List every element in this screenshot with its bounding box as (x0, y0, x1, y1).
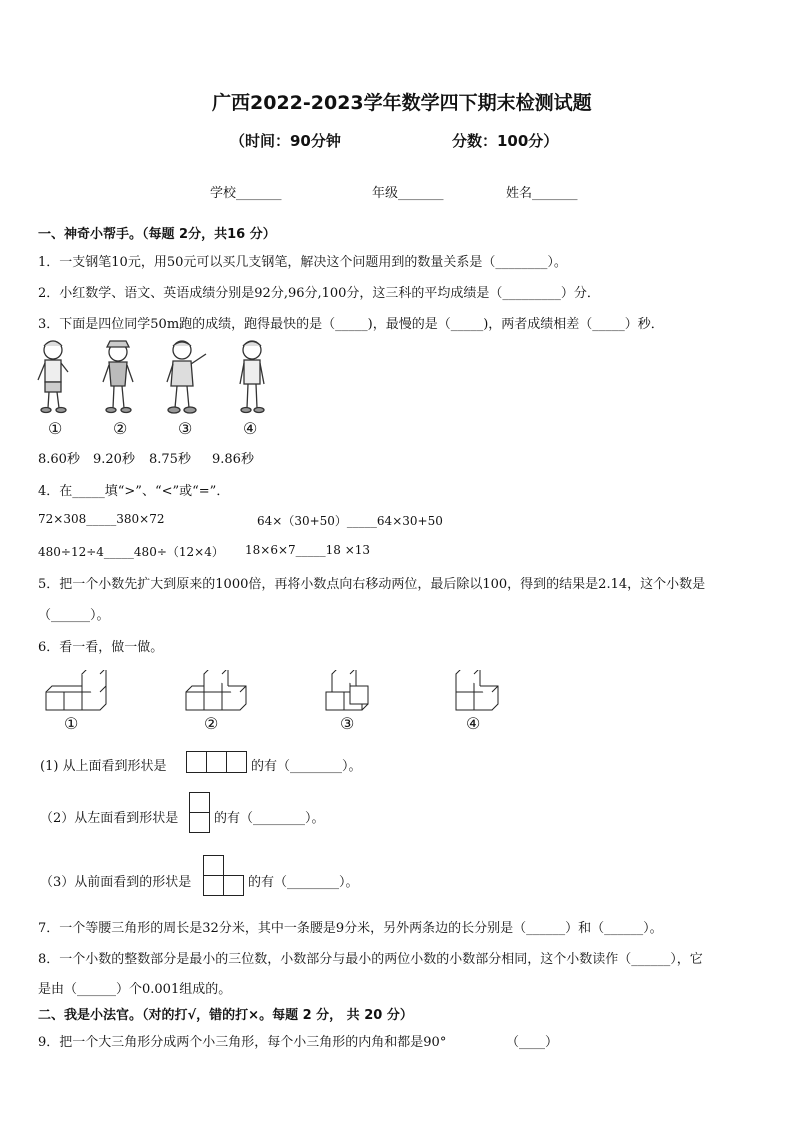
cube-solids-illustration (40, 670, 510, 720)
shape-front-cell (223, 875, 244, 896)
runner-label: ③ (178, 419, 193, 438)
runner-time: 8.75秒 (149, 452, 191, 467)
shape-front-cell (203, 855, 224, 876)
question-6-3-text: （3）从前面看到的形状是 (40, 875, 192, 890)
question-5: 5．把一个小数先扩大到原来的1000倍，再将小数点向右移动两位，最后除以100，得到的结果是2.14，这个小数是 (38, 577, 706, 592)
solid-label: ① (64, 714, 79, 733)
question-3: 3．下面是四位同学50m跑的成绩，跑得最快的是（_____)，最慢的是（_____)，两者成绩相差（_____）秒． (38, 317, 664, 332)
question-4a: 72×308_____380×72 (38, 512, 165, 526)
runner-4-figure (240, 341, 264, 413)
question-1: 1．一支钢笔10元，用50元可以买几支钢笔，解决这个问题用到的数量关系是（________）。 (38, 255, 567, 270)
exam-score: 分数：100分） (452, 132, 559, 150)
solid-label: ② (204, 714, 219, 733)
name-field: 姓名_______ (506, 186, 578, 201)
shape-column-cell (189, 792, 210, 813)
section1-heading: 一、神奇小帮手。（每题 2分，共16 分） (38, 227, 276, 242)
question-6-2-text: （2）从左面看到形状是 (40, 811, 179, 826)
runner-label: ① (48, 419, 63, 438)
question-9-blank: （____） (506, 1035, 559, 1050)
school-field: 学校_______ (210, 186, 282, 201)
runners-illustration (30, 336, 290, 418)
question-6-3-blank: 的有（________）。 (248, 875, 359, 890)
question-9: 9．把一个大三角形分成两个小三角形，每个小三角形的内角和都是90° (38, 1035, 447, 1050)
question-7: 7．一个等腰三角形的周长是32分米，其中一条腰是9分米，另外两条边的长分别是（______）和（______）。 (38, 921, 663, 936)
question-4: 4．在_____填“>”、“<”或“=”． (38, 484, 230, 499)
question-4c: 480÷12÷4_____480÷（12×4） (38, 545, 224, 559)
question-8-cont: 是由（______）个0.001组成的。 (38, 982, 232, 997)
runner-1-figure (38, 341, 68, 413)
solid-4-figure (456, 670, 498, 710)
solid-1-figure (46, 670, 106, 710)
question-4d: 18×6×7_____18 ×13 (245, 543, 371, 557)
exam-time: （时间：90分钟 (230, 132, 341, 150)
solid-3-figure (326, 670, 368, 710)
question-2: 2．小红数学、语文、英语成绩分别是92分,96分,100分，这三科的平均成绩是（_________）分． (38, 286, 600, 301)
solid-2-figure (186, 670, 246, 710)
question-4b: 64×（30+50）_____64×30+50 (257, 514, 443, 528)
grade-field: 年级_______ (372, 186, 444, 201)
runner-3-figure (167, 341, 206, 413)
question-8: 8．一个小数的整数部分是最小的三位数，小数部分与最小的两位小数的小数部分相同，这个小数读作（______），它 (38, 952, 703, 967)
question-5-blank: （______）。 (38, 608, 110, 623)
question-6-1-text: (1) 从上面看到形状是 (40, 759, 167, 774)
question-6-2-blank: 的有（________）。 (214, 811, 325, 826)
shape-front-cell (203, 875, 224, 896)
shape-column-cell (189, 812, 210, 833)
runner-time: 9.20秒 (93, 452, 135, 467)
solid-label: ③ (340, 714, 355, 733)
question-6: 6．看一看，做一做。 (38, 640, 164, 655)
shape-row-cell (206, 751, 227, 773)
shape-row-cell (186, 751, 207, 773)
runner-label: ④ (243, 419, 258, 438)
shape-row-cell (226, 751, 247, 773)
runner-time: 9.86秒 (212, 452, 254, 467)
runner-label: ② (113, 419, 128, 438)
runner-time: 8.60秒 (38, 452, 80, 467)
page-title: 广西2022-2023学年数学四下期末检测试题 (212, 92, 592, 114)
solid-label: ④ (466, 714, 481, 733)
section2-heading: 二、我是小法官。（对的打√，错的打×。每题 2 分， 共 20 分） (38, 1008, 413, 1023)
runner-2-figure (103, 341, 133, 413)
question-6-1-blank: 的有（________）。 (251, 759, 362, 774)
